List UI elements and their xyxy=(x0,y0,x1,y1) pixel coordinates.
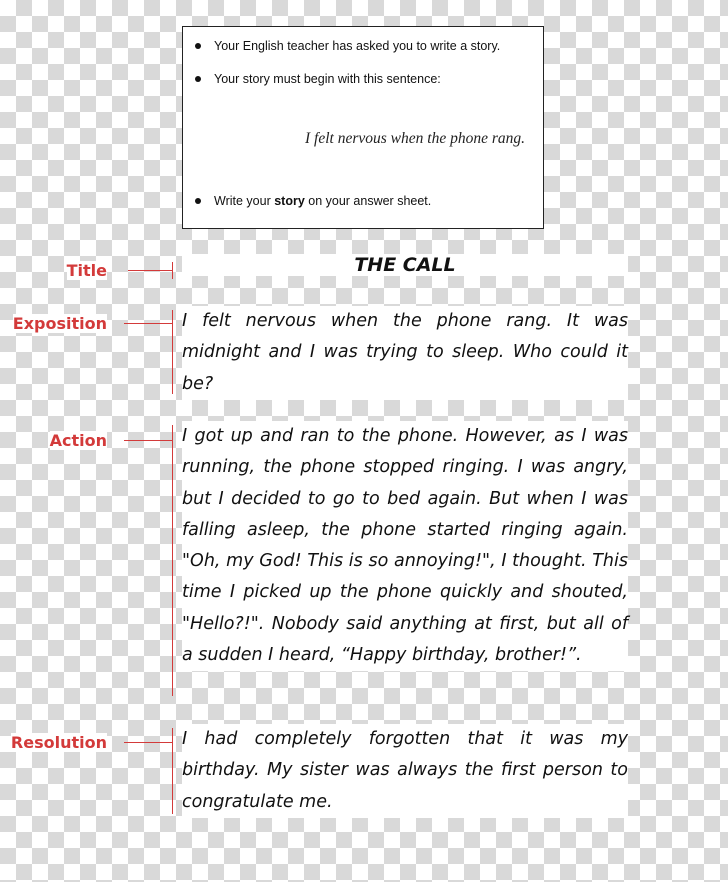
title-bracket xyxy=(172,262,173,279)
instruction-box xyxy=(182,26,544,229)
bullet-icon xyxy=(195,76,201,82)
story-title: THE CALL xyxy=(182,254,628,276)
bullet-icon xyxy=(195,43,201,49)
instruction-text: Write your story on your answer sheet. xyxy=(214,194,432,208)
action-bracket xyxy=(172,425,173,696)
label-action: Action xyxy=(49,431,107,450)
exposition-connector-line xyxy=(124,323,172,324)
action-connector-line xyxy=(124,440,172,441)
exposition-paragraph: I felt nervous when the phone rang. It was midnight and I was trying to sleep. Who could it be? xyxy=(182,306,628,400)
instruction-item xyxy=(195,72,441,86)
resolution-bracket xyxy=(172,728,173,814)
exposition-bracket xyxy=(172,310,173,394)
action-paragraph: I got up and ran to the phone. However, as I was running, the phone stopped ringing. I was angry, but I decided to go to bed again. But when I was falling asleep, the phone started ringing again. "Oh, my God! This is so annoying!", I thought. This time I picked up the phone quickly and shouted, "Hello?!". Nobody said anything at first, but all of a sudden I heard, “Happy birthday, brother!”. xyxy=(182,421,628,671)
label-resolution: Resolution xyxy=(10,733,107,752)
resolution-connector-line xyxy=(124,742,172,743)
resolution-paragraph: I had completely forgotten that it was my birthday. My sister was always the first person to congratulate me. xyxy=(182,724,628,818)
required-opening-sentence: I felt nervous when the phone rang. xyxy=(305,130,525,147)
instruction-text: Your story must begin with this sentence: xyxy=(214,72,441,86)
label-exposition: Exposition xyxy=(12,314,107,333)
title-connector-line xyxy=(128,270,173,271)
instruction-item xyxy=(195,194,431,208)
bullet-icon xyxy=(195,198,201,204)
label-title: Title xyxy=(66,261,107,280)
instruction-item xyxy=(195,39,500,53)
instruction-text: Your English teacher has asked you to write a story. xyxy=(214,39,501,53)
